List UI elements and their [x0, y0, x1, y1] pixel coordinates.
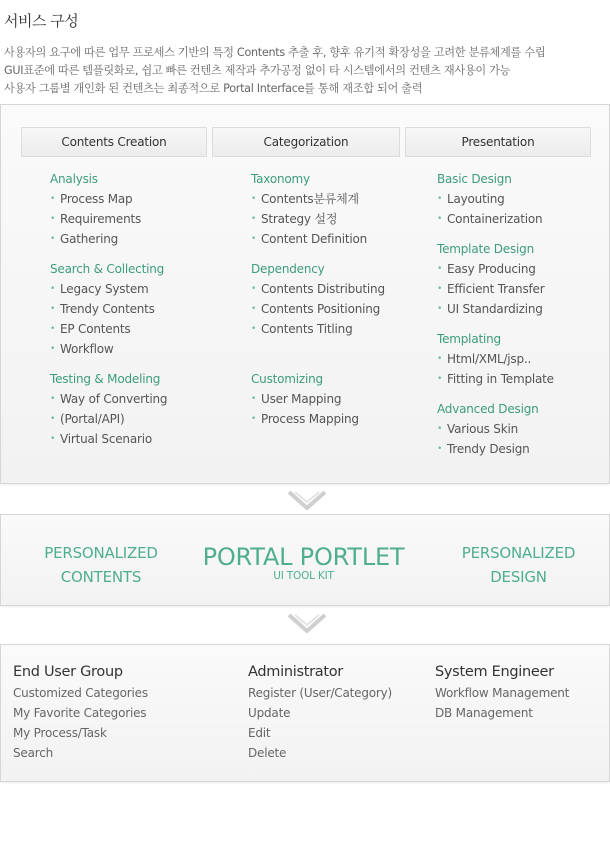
list-item: • UI Standardizing [437, 299, 610, 319]
user-group-title: End User Group [13, 664, 123, 680]
list-item: • Trendy Contents [50, 299, 230, 319]
list-item: • Html/XML/jsp.. [437, 349, 610, 369]
user-group-system-engineer [435, 661, 569, 723]
group-testing-modeling [50, 369, 230, 449]
list-item: • Trendy Design [437, 439, 610, 459]
list-item: • User Mapping [251, 389, 431, 409]
user-group-item: Search [13, 746, 54, 760]
list-item: • Containerization [437, 209, 610, 229]
label-line: PERSONALIZED [461, 544, 576, 562]
user-group-title: System Engineer [435, 664, 554, 680]
list-item: • (Portal/API) [50, 409, 230, 429]
column-header-categorization: Categorization [212, 127, 400, 157]
list-item: • Process Mapping [251, 409, 431, 429]
label-line: CONTENTS [60, 568, 142, 586]
user-group-title: Administrator [248, 664, 343, 680]
group-search-collecting [50, 259, 230, 359]
user-group-item: My Process/Task [13, 726, 107, 740]
intro-text [4, 44, 545, 98]
list-item: • Process Map [50, 189, 230, 209]
personalized-contents-label [31, 541, 171, 589]
user-group-item: DB Management [435, 706, 533, 720]
group-templating [437, 329, 610, 389]
list-item: • Workflow [50, 339, 230, 359]
ui-tool-kit-subtitle: UI TOOL KIT [273, 570, 334, 582]
group-analysis [50, 169, 230, 249]
list-item: • Contents Distributing [251, 279, 431, 299]
list-item: • Requirements [50, 209, 230, 229]
user-group-item: Workflow Management [435, 686, 570, 700]
list-item: • Contents Positioning [251, 299, 431, 319]
group-title: Testing & Modeling [50, 372, 161, 386]
user-group-end-user [13, 661, 148, 763]
list-item: • Contents분류체계 [251, 189, 431, 209]
label-line: DESIGN [490, 568, 547, 586]
column-presentation [437, 169, 610, 469]
group-title: Dependency [251, 262, 325, 276]
group-title: Template Design [437, 242, 535, 256]
chevron-down-icon [287, 489, 327, 511]
group-advanced-design [437, 399, 610, 459]
list-item: • Fitting in Template [437, 369, 610, 389]
group-customizing [251, 369, 431, 429]
personalized-design-label [446, 541, 591, 589]
list-item: • EP Contents [50, 319, 230, 339]
portal-portlet-title: PORTAL PORTLET [202, 543, 405, 571]
group-title: Basic Design [437, 172, 512, 186]
list-item: • Various Skin [437, 419, 610, 439]
group-basic-design [437, 169, 610, 229]
group-title: Analysis [50, 172, 98, 186]
group-taxonomy [251, 169, 431, 249]
intro-line: 사용자 그룹별 개인화 된 컨텐츠는 최종적으로 Portal Interface를 통해 재조합 되어 출력 [4, 82, 423, 95]
user-groups-panel [0, 644, 610, 782]
column-header-presentation: Presentation [405, 127, 591, 157]
list-item: • Content Definition [251, 229, 431, 249]
label-line: PERSONALIZED [44, 544, 158, 562]
user-group-item: Register (User/Category) [248, 686, 392, 700]
service-structure-panel [0, 104, 610, 484]
list-item: • Efficient Transfer [437, 279, 610, 299]
user-group-item: Customized Categories [13, 686, 148, 700]
user-group-item: Update [248, 706, 291, 720]
column-contents-creation [50, 169, 230, 459]
portal-panel [0, 514, 610, 606]
group-title: Taxonomy [251, 172, 310, 186]
user-group-administrator [248, 661, 392, 763]
list-item: • Strategy 설정 [251, 209, 431, 229]
page-title: 서비스 구성 [4, 12, 79, 30]
list-item: • Way of Converting [50, 389, 230, 409]
group-dependency [251, 259, 431, 339]
list-item: • Layouting [437, 189, 610, 209]
list-item: • Gathering [50, 229, 230, 249]
group-title: Templating [437, 332, 501, 346]
list-item: • Easy Producing [437, 259, 610, 279]
list-item: • Virtual Scenario [50, 429, 230, 449]
user-group-item: My Favorite Categories [13, 706, 147, 720]
list-item: • Contents Titling [251, 319, 431, 339]
group-template-design [437, 239, 610, 319]
group-title: Customizing [251, 372, 323, 386]
group-title: Search & Collecting [50, 262, 165, 276]
column-header-contents-creation: Contents Creation [21, 127, 207, 157]
intro-line: 사용자의 요구에 따른 업무 프로세스 기반의 특정 Contents 추출 후, 향후 유기적 확장성을 고려한 분류체계를 수립 [4, 46, 546, 59]
chevron-down-icon [287, 612, 327, 634]
group-title: Advanced Design [437, 402, 539, 416]
user-group-item: Edit [248, 726, 271, 740]
intro-line: GUI표준에 따른 템플릿화로, 쉽고 빠른 컨텐츠 제작과 추가공정 없이 타 시스템에서의 컨텐츠 재사용이 가능 [4, 64, 511, 77]
list-item: • Legacy System [50, 279, 230, 299]
column-categorization [251, 169, 431, 439]
user-group-item: Delete [248, 746, 287, 760]
